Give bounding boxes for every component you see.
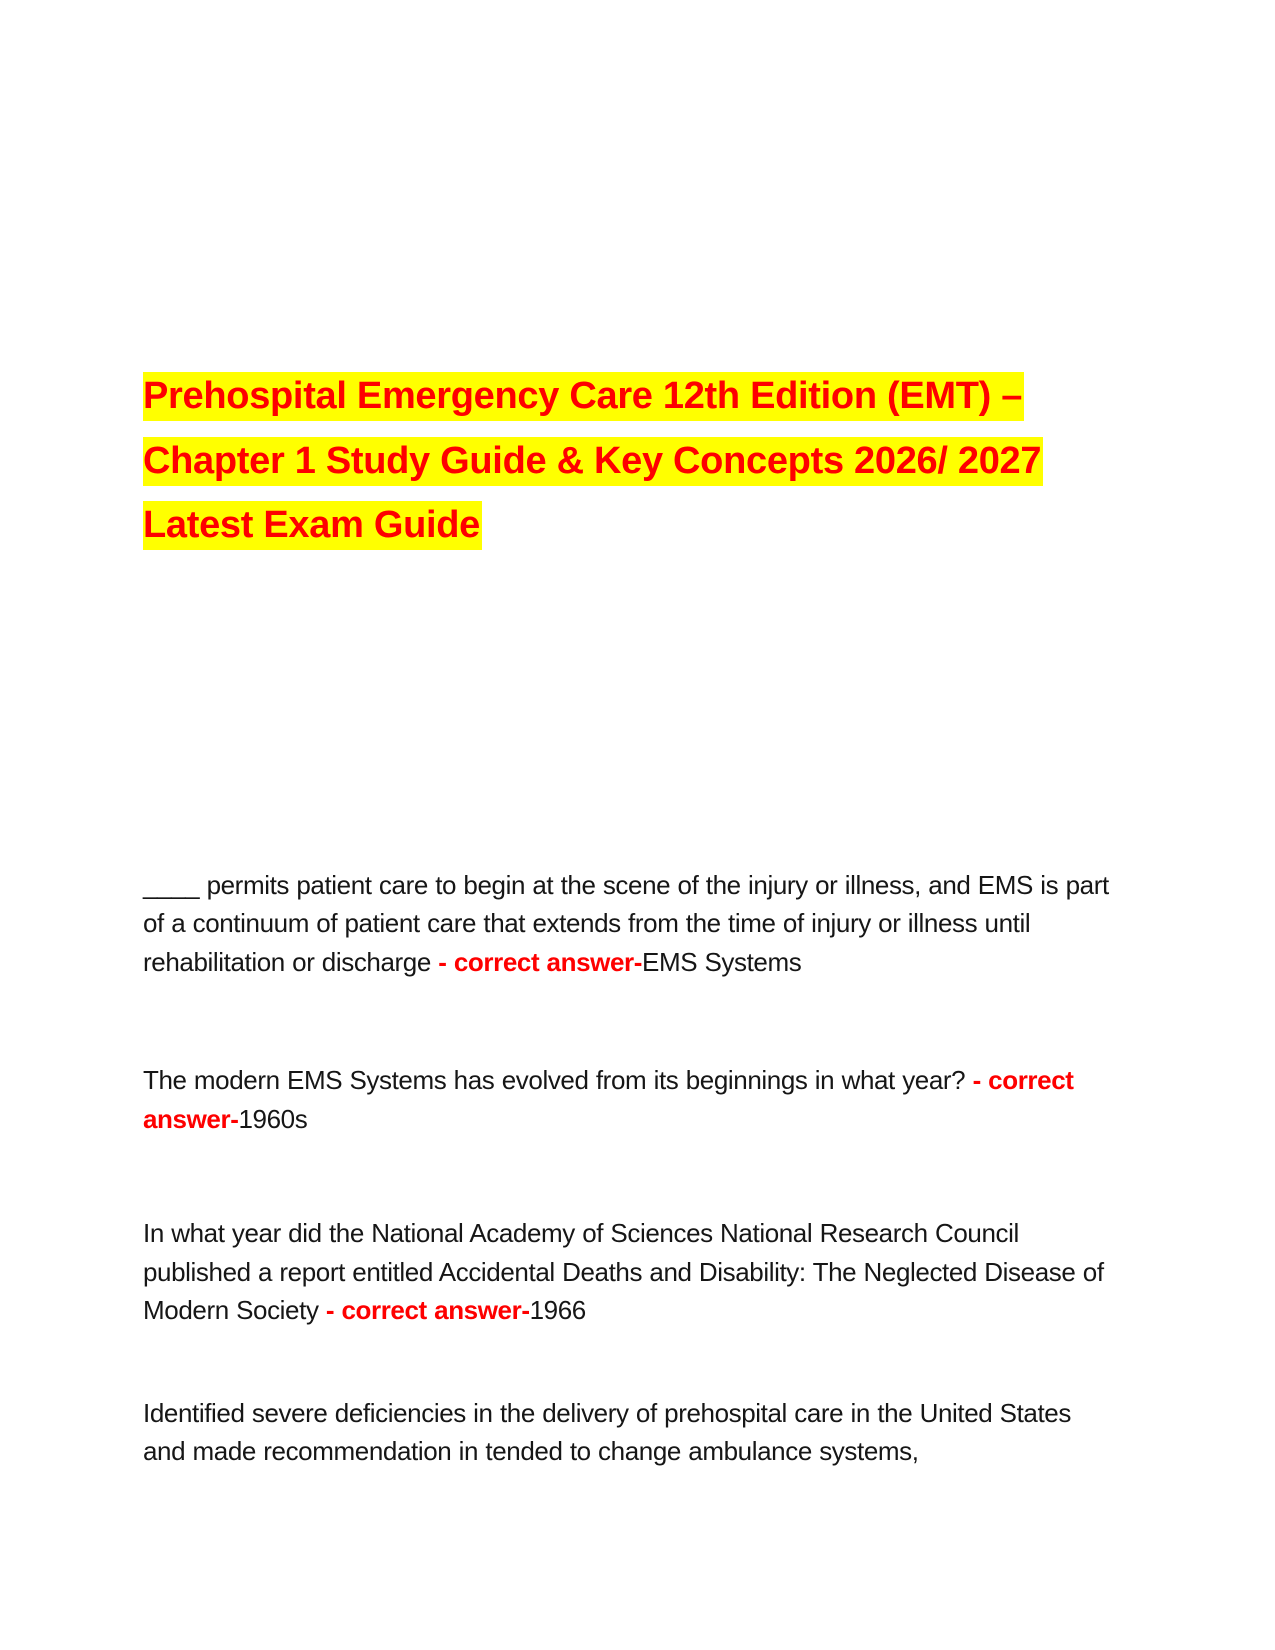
qa-paragraph — [143, 1061, 1118, 1138]
correct-answer-marker: - correct answer- — [325, 1295, 530, 1325]
correct-answer-marker: - correct answer- — [438, 946, 642, 977]
answer-text: EMS Systems — [642, 946, 802, 977]
correct-answer-marker: - correct answer- — [143, 1065, 1074, 1134]
title-line — [143, 497, 1118, 562]
qa-paragraph — [143, 866, 1118, 982]
title-line — [143, 368, 1118, 433]
document-title — [143, 368, 1118, 562]
title-line-text: Prehospital Emergency Care 12th Edition (EMT) – — [143, 372, 1024, 421]
question-text: Identified severe deficiencies in the delivery of prehospital care in the United States and made recommendation in tended to change ambulance systems, — [143, 1397, 1071, 1466]
question-text: In what year did the National Academy of Sciences National Research Council published a report entitled Accidental Deaths and Disability: The Neglected Disease of Modern Society — [143, 1218, 1104, 1325]
answer-text: 1960s — [238, 1103, 308, 1134]
title-line-text: Latest Exam Guide — [143, 501, 482, 550]
question-text: ____ permits patient care to begin at the scene of the injury or illness, and EMS is part of a continuum of patient care that extends from the time of injury or illness until rehabilitation or discharge — [143, 869, 1109, 977]
title-line-text: Chapter 1 Study Guide & Key Concepts 2026/ 2027 — [143, 437, 1043, 486]
title-line — [143, 433, 1118, 498]
qa-paragraph — [143, 1214, 1118, 1330]
answer-text: 1966 — [529, 1295, 586, 1325]
document-content — [0, 368, 1275, 1471]
question-text: The modern EMS Systems has evolved from its beginnings in what year? — [143, 1065, 973, 1095]
qa-paragraph — [143, 1394, 1118, 1471]
